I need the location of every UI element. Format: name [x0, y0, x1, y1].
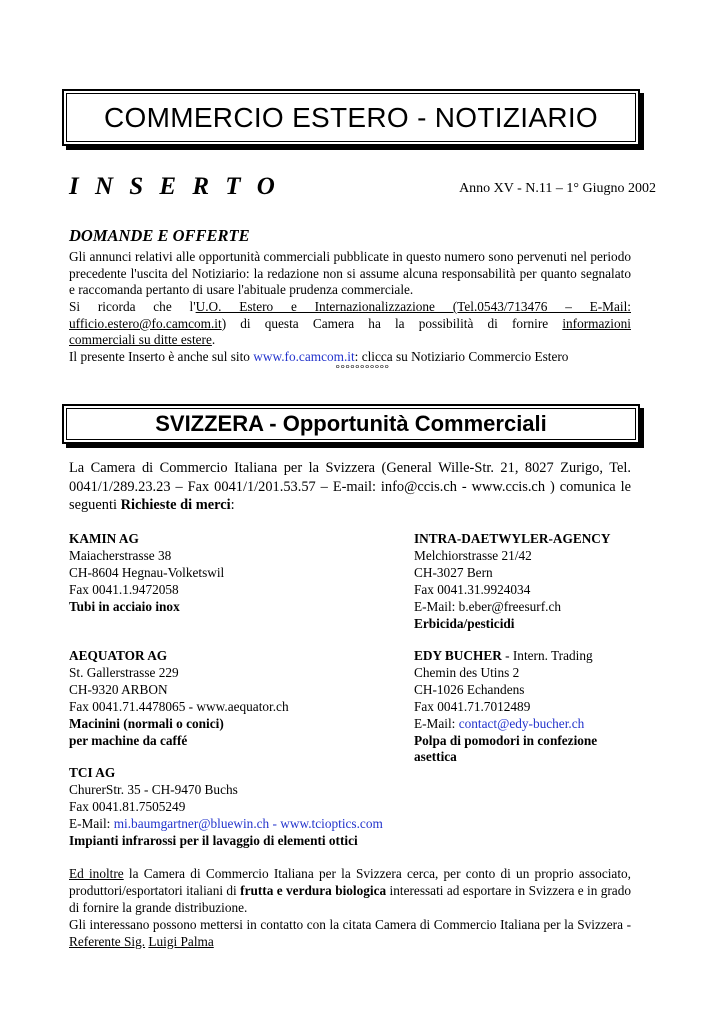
- company-address: ChurerStr. 35 - CH-9470 Buchs: [69, 781, 238, 797]
- final-underlined: Ed inoltre: [69, 866, 124, 881]
- company-city: CH-9320 ARBON: [69, 681, 168, 697]
- contact-text: Si ricorda che l': [69, 299, 196, 314]
- company-product: per machine da caffé: [69, 732, 188, 748]
- company-product: Tubi in acciaio inox: [69, 598, 180, 614]
- inserto-heading: I N S E R T O: [69, 173, 280, 200]
- company-name-line: [414, 648, 654, 665]
- company-name: EDY BUCHER: [414, 648, 502, 663]
- company-intra: [414, 531, 654, 632]
- info-underlined: commerciali su ditte estere: [69, 332, 212, 348]
- company-kamin: [69, 531, 399, 616]
- final-text: interessati ad esportare in Svizzera e in grado di fornire la grande distribuzione.: [69, 882, 631, 915]
- company-email-line: [69, 816, 569, 833]
- office-email-link[interactable]: ufficio.estero@fo.camcom.it: [69, 315, 222, 331]
- company-fax: Fax 0041.81.7505249: [69, 798, 186, 814]
- website-link[interactable]: www.fo.camcom.it: [253, 349, 355, 364]
- company-tci: [69, 765, 569, 850]
- company-edy-bucher: [414, 648, 654, 766]
- contact-line-2: [69, 316, 631, 333]
- company-fax: Fax 0041.71.4478065 - www.aequator.ch: [69, 698, 289, 714]
- company-fax: Fax 0041.71.7012489: [414, 698, 531, 714]
- page-title: COMMERCIO ESTERO - NOTIZIARIO: [103, 101, 599, 133]
- company-street: Maiacherstrasse 38: [69, 547, 172, 563]
- final-paragraph: [69, 866, 631, 951]
- company-product: asettica: [414, 749, 457, 765]
- office-underlined: U.O. Estero e Internazionalizzazione (Tel.0543/713476 – E-Mail:: [195, 299, 631, 314]
- company-city: CH-3027 Bern: [414, 564, 493, 580]
- disclaimer-paragraph: Gli annunci relativi alle opportunità commerciali pubblicate in questo numero sono pervenuti nel periodo precedente l'uscita del Notiziario: la redazione non si assume alcuna responsabilità per quanto segnalato e raccomanda pertanto di usare l'abituale prudenza commerciale.: [69, 249, 631, 298]
- referente-underlined: Referente Sig.: [69, 933, 146, 949]
- svizzera-banner: [62, 404, 640, 444]
- section-heading-domande: DOMANDE E OFFERTE: [69, 226, 250, 245]
- company-web-link[interactable]: www.tcioptics.com: [280, 815, 383, 831]
- final-bold: frutta e verdura biologica: [240, 882, 387, 898]
- company-product: Erbicida/pesticidi: [414, 615, 515, 631]
- email-separator: -: [269, 815, 281, 831]
- contact-line-1: [69, 299, 631, 316]
- website-text: : clicca su Notiziario Commercio Estero: [354, 349, 569, 364]
- final-block-2: [69, 917, 631, 951]
- company-name-suffix: - Intern. Trading: [501, 648, 593, 663]
- svizzera-title: SVIZZERA - Opportunità Commerciali: [155, 411, 547, 436]
- intro-text: La Camera di Commercio Italiana per la Svizzera (General Wille-Str. 21, 8027 Zurigo, Tel. 0041/1/289.23.23 – Fax 0041/1/201.53.57 – E-mail: info@ccis.ch - www.ccis.ch ) comunica le seguenti: [69, 460, 631, 513]
- separator: °°°°°°°°°°°: [335, 363, 390, 375]
- info-underlined: informazioni: [562, 315, 631, 331]
- contact-text: .: [211, 332, 216, 348]
- company-aequator: [69, 648, 399, 749]
- company-email-link[interactable]: mi.baumgartner@bluewin.ch: [113, 815, 270, 831]
- company-email: E-Mail: b.eber@freesurf.ch: [414, 598, 561, 614]
- company-product: Macinini (normali o conici): [69, 715, 224, 731]
- contact-paragraph: [69, 299, 631, 349]
- company-name: KAMIN AG: [69, 531, 139, 546]
- company-street: Chemin des Utins 2: [414, 664, 520, 680]
- intro-text: :: [230, 497, 235, 513]
- final-text: Gli interessano possono mettersi in contatto con la citata Camera di Commercio Italiana per la Svizzera -: [69, 916, 631, 932]
- company-street: Melchiorstrasse 21/42: [414, 547, 532, 563]
- company-name: INTRA-DAETWYLER-AGENCY: [414, 531, 611, 546]
- website-text: Il presente Inserto è anche sul sito: [69, 349, 254, 364]
- email-label: E-Mail:: [69, 815, 114, 831]
- email-label: E-Mail:: [414, 715, 459, 731]
- company-fax: Fax 0041.31.9924034: [414, 581, 531, 597]
- issue-info: Anno XV - N.11 – 1° Giugno 2002: [459, 181, 656, 196]
- company-product: Polpa di pomodori in confezione: [414, 732, 598, 748]
- intro-bold: Richieste di merci: [120, 497, 231, 513]
- contact-text: ) di questa Camera ha la possibilità di fornire: [221, 315, 563, 331]
- contact-line-3: [69, 332, 631, 349]
- final-text: la Camera di Commercio Italiana per la Svizzera cerca, per conto di un proprio associato, produttori/esportatori italiani di: [69, 866, 631, 898]
- company-name: TCI AG: [69, 765, 116, 780]
- title-banner: [62, 89, 640, 146]
- company-product: Impianti infrarossi per il lavaggio di elementi ottici: [69, 832, 358, 848]
- company-email-line: [414, 716, 654, 733]
- company-street: St. Gallerstrasse 229: [69, 664, 179, 680]
- company-name: AEQUATOR AG: [69, 648, 168, 663]
- company-city: CH-1026 Echandens: [414, 681, 525, 697]
- company-city: CH-8604 Hegnau-Volketswil: [69, 564, 225, 580]
- company-fax: Fax 0041.1.9472058: [69, 581, 179, 597]
- company-email-link[interactable]: contact@edy-bucher.ch: [458, 715, 585, 731]
- referente-name: Luigi Palma: [148, 933, 214, 949]
- svizzera-intro: [69, 459, 631, 515]
- final-block-1: [69, 866, 631, 917]
